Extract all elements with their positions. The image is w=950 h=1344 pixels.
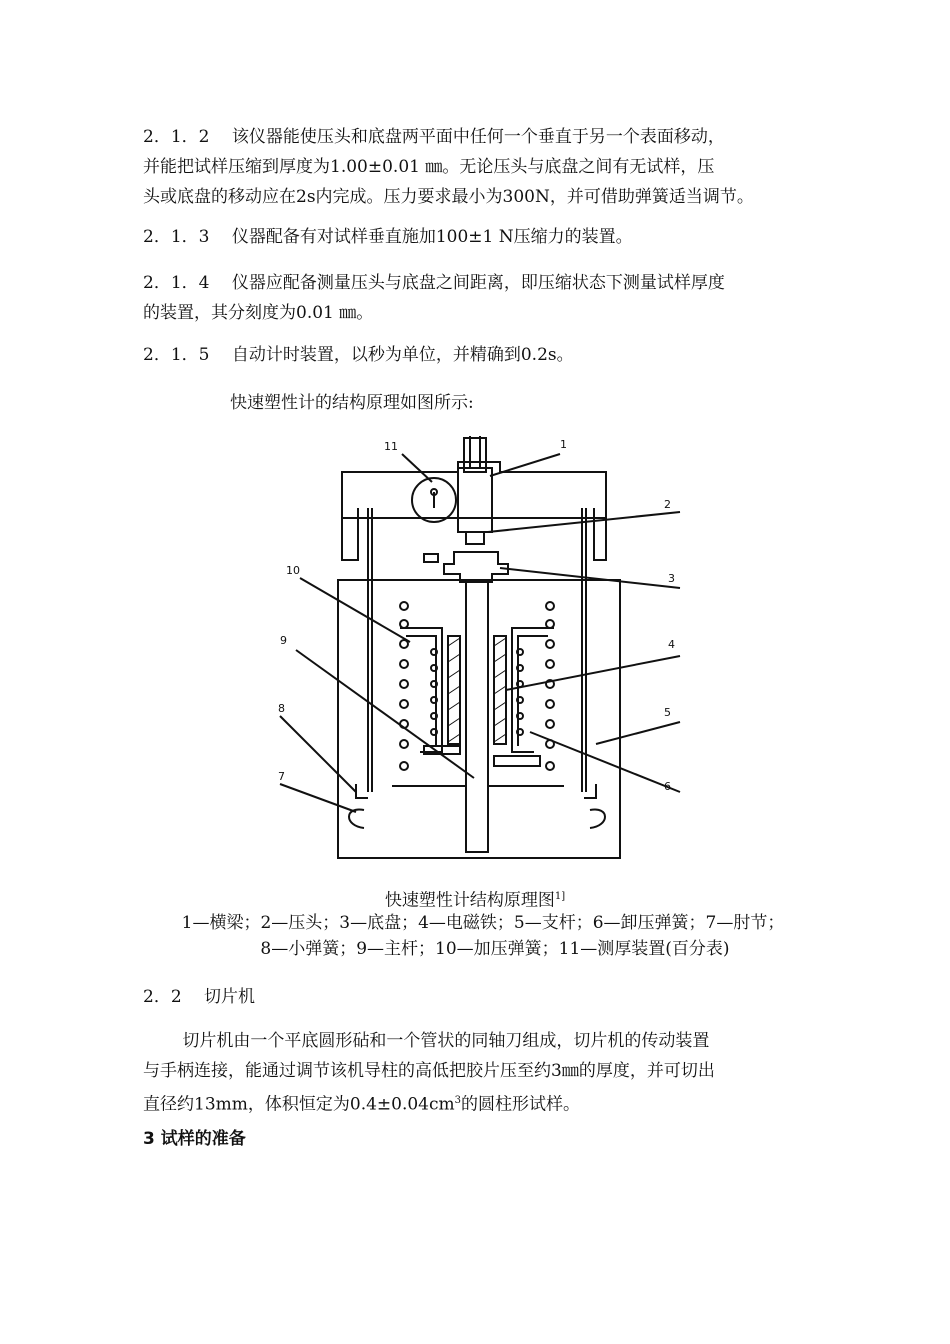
para-2-1-4 (143, 268, 725, 328)
label-2: 2 (664, 498, 671, 511)
toggle-joint-left (349, 809, 364, 828)
para-2-1-2 (143, 122, 754, 212)
para-2-1-5 (143, 340, 574, 370)
label-10: 10 (286, 564, 300, 577)
label-11: 11 (384, 440, 398, 453)
label-7: 7 (278, 770, 285, 783)
label-6: 6 (664, 780, 671, 793)
para-2-1-3 (143, 222, 633, 252)
section-3-heading: 3 试样的准备 (143, 1129, 246, 1149)
main-rod (466, 582, 488, 852)
label-3: 3 (668, 572, 675, 585)
text-line: 2．1．5 自动计时装置，以秒为单位，并精确到0.2s。 (143, 345, 574, 365)
text-line: 与手柄连接，能通过调节该机导柱的高低把胶片压至约3㎜的厚度，并可切出 (143, 1061, 715, 1081)
caption-ref: 1] (554, 891, 566, 902)
text-line: 快速塑性计的结构原理如图所示: (230, 393, 474, 413)
label-8: 8 (278, 702, 285, 715)
text-run: 的圆柱形试样。 (461, 1094, 581, 1115)
base-housing (338, 580, 620, 858)
text-run: 直径约13mm，体积恒定为0.4±0.04cm (143, 1094, 455, 1115)
figure-legend (143, 910, 823, 962)
superscript: 3 (454, 1095, 462, 1106)
toggle-joint-right (590, 809, 605, 828)
label-9: 9 (280, 634, 287, 647)
text-line: 头或底盘的移动应在2s内完成。压力要求最小为300N，并可借助弹簧适当调节。 (143, 187, 754, 207)
text-line: 2．1．2 该仪器能使压头和底盘两平面中任何一个垂直于另一个表面移动， (143, 127, 725, 147)
crossbeam (342, 462, 606, 518)
legend-line: 1—横梁；2—压头；3—底盘；4—电磁铁；5—支杆；6—卸压弹簧；7—肘节； (181, 913, 785, 933)
text-line (143, 1086, 715, 1120)
caption-text: 快速塑性计结构原理图 (384, 890, 555, 911)
text-line: 切片机由一个平底圆形砧和一个管状的同轴刀组成，切片机的传动装置 (143, 1031, 710, 1051)
figure-intro (230, 388, 474, 418)
text-line: 2．1．3 仪器配备有对试样垂直施加100±1 N压缩力的装置。 (143, 227, 633, 247)
heading-text: 2．2 切片机 (143, 987, 256, 1007)
section-2-2-heading (143, 982, 255, 1012)
text-line: 并能把试样压缩到厚度为1.00±0.01 ㎜。无论压头与底盘之间有无试样，压 (143, 157, 715, 177)
legend-line: 8—小弹簧；9—主杆；10—加压弹簧；11—测厚装置(百分表) (260, 939, 730, 959)
label-5: 5 (664, 706, 671, 719)
plastimeter-diagram (260, 432, 700, 862)
text-line: 的装置，其分刻度为0.01 ㎜。 (143, 303, 374, 323)
section-2-2-body (143, 1026, 715, 1120)
press-head (466, 532, 484, 544)
label-4: 4 (668, 638, 675, 651)
base-plate (444, 552, 508, 582)
label-1: 1 (560, 438, 567, 451)
text-line: 2．1．4 仪器应配备测量压头与底盘之间距离，即压缩状态下测量试样厚度 (143, 273, 725, 293)
